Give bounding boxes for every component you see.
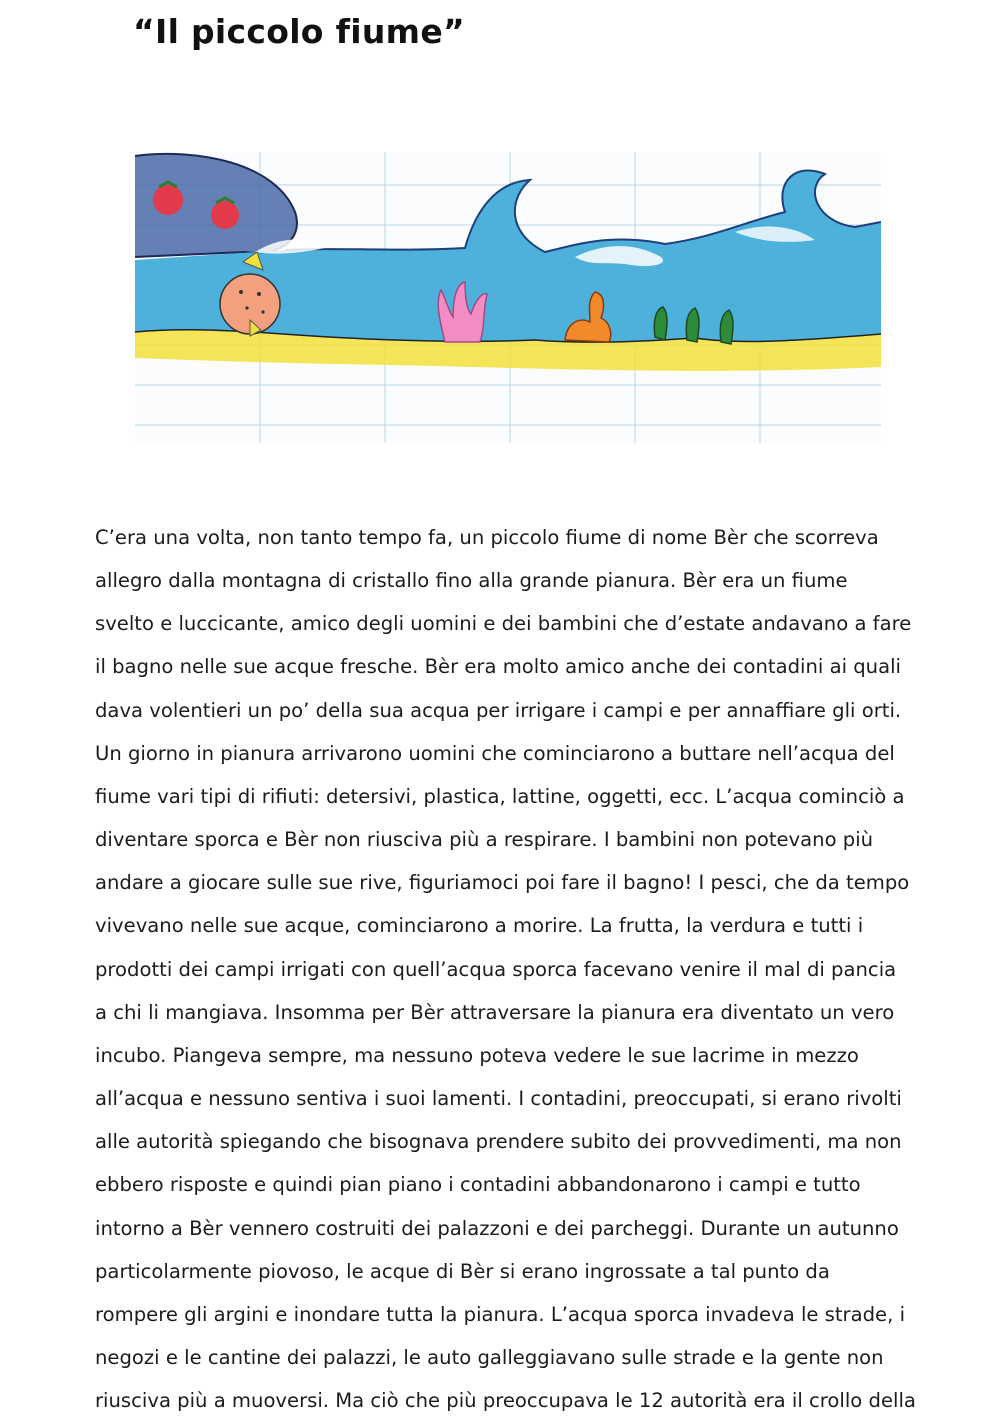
story-line: riusciva più a muoversi. Ma ciò che più preoccupava le 12 autorità era il crollo della (95, 1389, 916, 1413)
story-line: alle autorità spiegando che bisognava prendere subito dei provvedimenti, ma non (95, 1130, 902, 1154)
story-line: allegro dalla montagna di cristallo fino alla grande pianura. Bèr era un fiume (95, 569, 848, 593)
story-line: svelto e luccicante, amico degli uomini e dei bambini che d’estate andavano a fare (95, 612, 912, 636)
story-line: prodotti dei campi irrigati con quell’acqua sporca facevano venire il mal di pancia (95, 957, 897, 981)
story-line: il bagno nelle sue acque fresche. Bèr era molto amico anche dei contadini ai quali (95, 655, 901, 679)
story-line: particolarmente piovoso, le acque di Bèr si erano ingrossate a tal punto da (95, 1259, 830, 1283)
story-line: diventare sporca e Bèr non riusciva più a respirare. I bambini non potevano più (95, 828, 874, 852)
story-line: all’acqua e nessuno sentiva i suoi lamenti. I contadini, preoccupati, si erano rivolti (95, 1087, 902, 1111)
story-text (95, 516, 925, 1422)
story-line: negozi e le cantine dei palazzi, le auto galleggiavano sulle strade e la gente non (95, 1345, 884, 1369)
story-line: C’era una volta, non tanto tempo fa, un piccolo fiume di nome Bèr che scorreva (95, 526, 879, 549)
story-line: rompere gli argini e inondare tutta la pianura. L’acqua sporca invadeva le strade, i (95, 1302, 906, 1326)
story-line: dava volentieri un po’ della sua acqua per irrigare i campi e per annaffiare gli orti. (95, 698, 902, 722)
story-line: andare a giocare sulle sue rive, figuriamoci poi fare il bagno! I pesci, che da tempo (95, 871, 910, 895)
story-line: a chi li mangiava. Insomma per Bèr attraversare la pianura era diventato un vero (95, 1000, 895, 1024)
story-line: Un giorno in pianura arrivarono uomini che cominciarono a buttare nell’acqua del (95, 741, 895, 765)
story-line: fiume vari tipi di rifiuti: detersivi, plastica, lattine, oggetti, ecc. L’acqua cominciò a (95, 784, 905, 808)
story-line: ebbero risposte e quindi pian piano i contadini abbandonarono i campi e tutto (95, 1173, 861, 1197)
story-line: incubo. Piangeva sempre, ma nessuno poteva vedere le sue lacrime in mezzo (95, 1043, 859, 1067)
river-illustration (135, 152, 881, 443)
story-line: vivevano nelle sue acque, cominciarono a morire. La frutta, la verdura e tutti i (95, 914, 864, 938)
page-title: “Il piccolo fiume” (133, 12, 465, 51)
story-line: intorno a Bèr vennero costruiti dei palazzoni e dei parcheggi. Durante un autunno (95, 1216, 899, 1240)
